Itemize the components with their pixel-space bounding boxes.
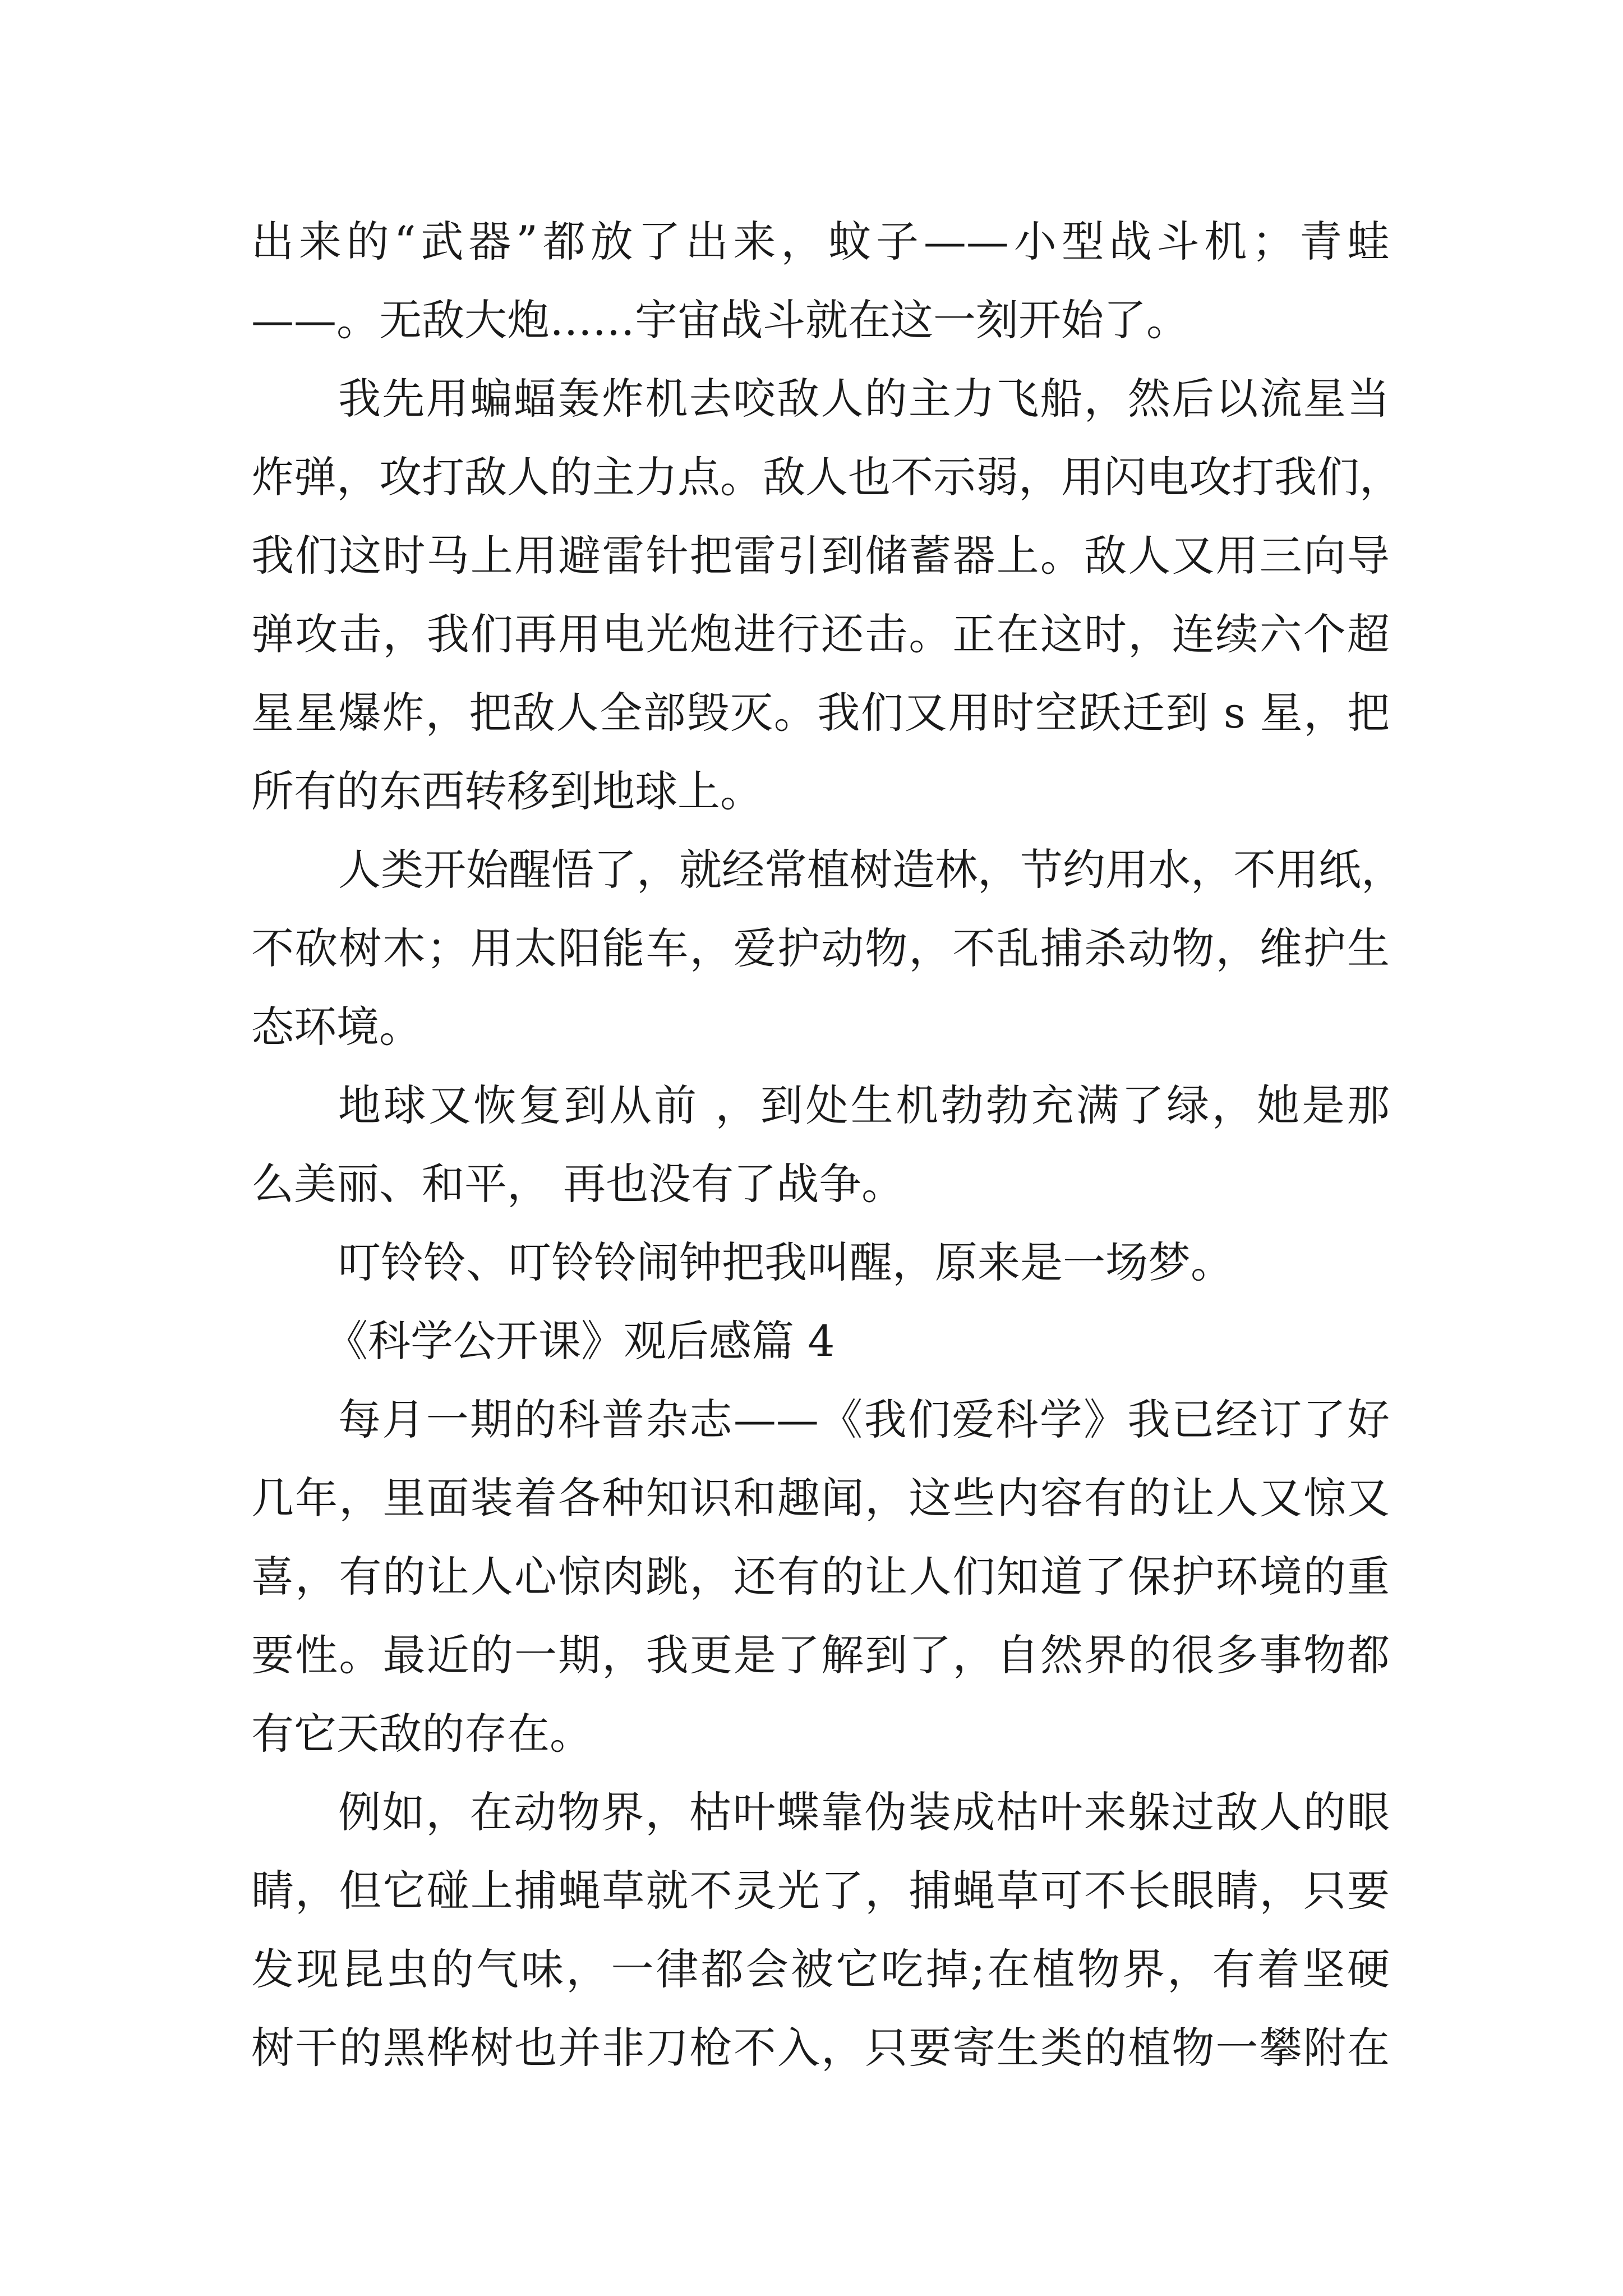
text-line: 地球又恢复到从前 ，到处生机勃勃充满了绿，她是那 — [338, 1080, 1390, 1130]
text-line: 睛，但它碰上捕蝇草就不灵光了，捕蝇草可不长眼睛，只要 — [251, 1866, 1390, 1916]
text-line: 出来的“武器”都放了出来，蚊子——小型战斗机；青蛙 — [251, 217, 1390, 266]
text-line: 不砍树木；用太阳能车，爱护动物，不乱捕杀动物，维护生 — [251, 923, 1390, 973]
text-line: 我先用蝙蝠轰炸机去咬敌人的主力飞船，然后以流星当 — [338, 374, 1390, 424]
text-line: 我们这时马上用避雷针把雷引到储蓄器上。敌人又用三向导 — [251, 531, 1390, 581]
text-line: 态环境。 — [251, 1002, 422, 1052]
text-line: 例如，在动物界，枯叶蝶靠伪装成枯叶来躲过敌人的眼 — [338, 1787, 1390, 1837]
section-heading: 《科学公开课》观后感篇 4 — [325, 1316, 835, 1366]
text-line: 弹攻击，我们再用电光炮进行还击。正在这时，连续六个超 — [251, 609, 1390, 659]
text-line: 叮铃铃、叮铃铃闹钟把我叫醒，原来是一场梦。 — [338, 1237, 1233, 1287]
text-line: 树干的黑桦树也并非刀枪不入，只要寄生类的植物一攀附在 — [251, 2023, 1390, 2073]
text-line: ——。无敌大炮……宇宙战斗就在这一刻开始了。 — [251, 295, 1189, 345]
text-line: 有它天敌的存在。 — [251, 1709, 592, 1759]
text-line: 人类开始醒悟了，就经常植树造林，节约用水，不用纸， — [338, 845, 1404, 895]
text-line: 几年，里面装着各种知识和趣闻，这些内容有的让人又惊又 — [251, 1473, 1390, 1523]
text-line: 每月一期的科普杂志——《我们爱科学》我已经订了好 — [338, 1395, 1390, 1444]
text-line: 喜，有的让人心惊肉跳，还有的让人们知道了保护环境的重 — [251, 1552, 1390, 1602]
text-line: 么美丽、和平， 再也没有了战争。 — [251, 1159, 905, 1209]
text-line: 发现昆虫的气味，一律都会被它吃掉;在植物界，有着坚硬 — [251, 1944, 1390, 1994]
text-line: 星星爆炸，把敌人全部毁灭。我们又用时空跃迁到 s 星，把 — [251, 688, 1390, 738]
text-line: 炸弹，攻打敌人的主力点。敌人也不示弱，用闪电攻打我们， — [251, 452, 1402, 502]
text-line: 要性。最近的一期，我更是了解到了，自然界的很多事物都 — [251, 1630, 1390, 1680]
text-line: 所有的东西转移到地球上。 — [251, 766, 763, 816]
